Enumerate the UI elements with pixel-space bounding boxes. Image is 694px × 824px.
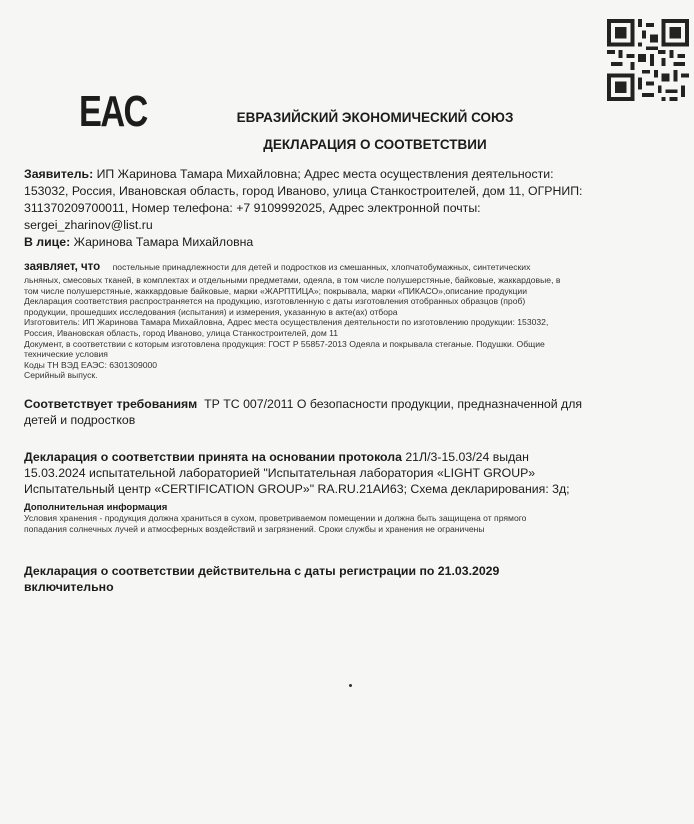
union-heading: ЕВРАЗИЙСКИЙ ЭКОНОМИЧЕСКИЙ СОЮЗ <box>236 110 514 125</box>
applicant-email: sergei_zharinov@list.ru <box>24 218 153 232</box>
extra-block <box>24 502 684 534</box>
basis-line-1: 21Л/3-15.03/24 выдан <box>405 450 529 464</box>
manufacturer-line-1: Изготовитель: ИП Жаринова Тамара Михайловна, Адрес места осуществления деятельности по изготовлению продукции: 153032, <box>24 317 549 328</box>
document-title: ДЕКЛАРАЦИЯ О СООТВЕТСТВИИ <box>263 137 487 152</box>
conforms-line-2: детей и подростков <box>24 413 136 427</box>
eac-mark-icon: EAC <box>79 87 147 136</box>
basis-block <box>24 449 684 497</box>
person-value: Жаринова Тамара Михайловна <box>73 235 254 249</box>
applicant-line-3: 311370209700011, Номер телефона: +7 9109992025, Адрес электронной почты: <box>24 201 481 215</box>
validity-line-2: включительно <box>24 580 114 594</box>
conforms-line-1: ТР ТС 007/2011 О безопасности продукции, предназначенной для <box>204 397 583 411</box>
scan-speck <box>349 684 352 687</box>
extra-label: Дополнительная информация <box>24 502 168 513</box>
validity-block <box>24 563 684 595</box>
declares-line-2: льняных, смесовых тканей, в комплектах и отдельными предметами, одеяла, в том числе полушерстяные, байковые, жаккардовые, в <box>24 275 561 285</box>
serial-line: Серийный выпуск. <box>24 370 98 381</box>
manufacturer-line-2: Россия, Ивановская область, город Иваново, улица Станкостроителей, дом 11 <box>24 327 339 338</box>
declares-line-4: Декларация соответствия распространяется на продукцию, изготовленную с даты изготовления отобранных образцов (проб) <box>24 296 526 307</box>
person-label: В лице: <box>24 235 71 249</box>
applicant-block <box>24 166 684 251</box>
applicant-line-1: ИП Жаринова Тамара Михайловна; Адрес места осуществления деятельности: <box>96 167 554 181</box>
standard-line-2: технические условия <box>24 349 108 360</box>
hs-code-line: Коды ТН ВЭД ЕАЭС: 6301309000 <box>24 359 158 370</box>
qr-code-icon <box>607 18 689 102</box>
conforms-label: Соответствует требованиям <box>24 397 198 411</box>
applicant-label: Заявитель: <box>24 167 94 181</box>
validity-line-1: Декларация о соответствии действительна с даты регистрации по 21.03.2029 <box>24 564 500 578</box>
basis-label: Декларация о соответствии принята на основании протокола <box>24 450 402 464</box>
basis-line-2: 15.03.2024 испытательной лабораторией "Испытательная лаборатория «LIGHT GROUP» <box>24 466 536 480</box>
declares-line-3: том числе полушерстяные, жаккардовые байковые, марки «ЖАРПТИЦА»; покрывала, марки «ПИКАСО»,описание продукции <box>24 285 527 296</box>
conforms-block <box>24 396 684 428</box>
declares-line-1: постельные принадлежности для детей и подростков из смешанных, хлопчатобумажных, синтетических <box>112 262 531 272</box>
standard-line-1: Документ, в соответствии с которым изготовлена продукция: ГОСТ Р 55857-2013 Одеяла и покрывала стеганые. Подушки. Общие <box>24 338 545 349</box>
extra-line-1: Условия хранения - продукция должна храниться в сухом, проветриваемом помещении и должна быть защищена от прямого <box>24 513 527 523</box>
applicant-line-2: 153032, Россия, Ивановская область, город Иваново, улица Станкостроителей, дом 11, ОГРНИП: <box>24 184 583 198</box>
declares-block <box>24 257 684 381</box>
extra-line-2: попадания солнечных лучей и атмосферных воздействий и загрязнений. Сроки службы и хранения не ограничены <box>24 523 485 534</box>
basis-line-3: Испытательный центр «CERTIFICATION GROUP»" RA.RU.21АИ63; Схема декларирования: 3д; <box>24 482 570 496</box>
declares-label: заявляет, что <box>24 261 101 273</box>
declares-line-5: продукции, прошедших исследования (испытания) и измерения, указанную в акте(ах) отбора <box>24 306 398 317</box>
